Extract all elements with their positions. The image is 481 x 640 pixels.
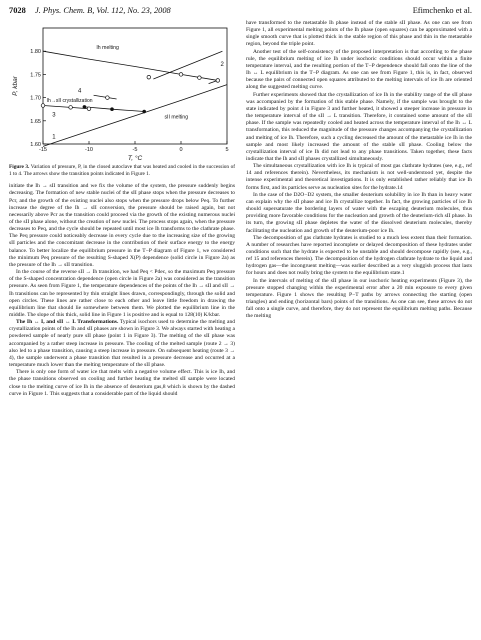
- left-column: [9, 22, 235, 398]
- series-line-6: [94, 95, 117, 99]
- left-paragraph-3: There is only one form of water ice that melts with a negative volume effect. This is ice Ih, and the phase transitions observed on cooling and further heating the melted sII sample were located close to the melting curve of ice Ih in the absence of deuterium gas,8 which is shown by the dashed curve in Figure 1. This suggests that a considerable part of the liquid should: [9, 369, 235, 397]
- y-tick-label: 1.60: [30, 142, 41, 148]
- right-paragraph-4: The simultaneous crystallization with ice Ih is typical of most gas clathrate hydrates (see, e.g., ref 14 and references therein). Nevertheless, its mechanism is not well-understood yet, despite the intense experimental and theoretical investigations. It is only established rather reliably that ice Ih forms first, and its particles serve as nucleation sites for the hydrate.14: [246, 163, 472, 191]
- y-axis-label: P, kbar: [12, 76, 19, 96]
- section-paragraph: [9, 319, 235, 369]
- figure-3-label: Figure 3.: [9, 164, 30, 170]
- filled-data-point: [83, 105, 87, 109]
- right-paragraph-2: Another test of the self-consistency of the proposed interpretation is that according to the phase rule, the equilibrium melting of ice Ih under isochoric conditions should occur within a finite temperature interval, and the resulting portion of the T−P dependence should fall onto the line of the Ih ↔ L equilibrium in the T−P diagram. As one can see from Figure 1, this is, in fact, observed because the pairs of connected open squares attributed to the melting intervals of ice Ih are oriented along the suggested melting curve.: [246, 48, 472, 91]
- section-lead-text: Typical isochors used to determine the melting and crystallization points of the Ih and sII phases are shown in Figure 3. We always started with heating a powdered sample of nearly pure sII phase (point 1 in Figure 3). The melting of the sII phase was accompanied by a rather steep increase in pressure. The cooling of the melted sample (route 2 → 3) also led to a phase transition, causing a steep increase in pressure. On subsequent heating (route 3 → 4), the sample underwent a phase transition that resulted in a pressure decrease and occurred at a temperature much lower than the melting temperature of the sII phase.: [9, 319, 236, 369]
- y-tick-label: 1.65: [30, 118, 41, 125]
- series-line-2: [43, 85, 227, 147]
- left-paragraph-2: In the course of the reverse sII → Ih transition, we had Peq < Pdec, so the maximum Peq pressure of the S-shaped concentration dependence (open circle in Figure 2a) was considered as the transition pressure. As seen from Figure 1, the temperature dependences of the points of the Ih → sII and sII → Ih transitions can be represented by thin straight lines drawn, correspondingly, through the solid and open circles. These lines are rather close to each other and leave little freedom in drawing the equilibrium line that should lie somewhere between them. We plotted the equilibrium line in the middle. The slope of this thick, solid line in Figure 1 is positive and is equal to 128(10) K/kbar.: [9, 269, 235, 318]
- open-data-point: [87, 107, 91, 111]
- annotation-crystallization: Ih→sII crystallization: [46, 97, 93, 104]
- running-header: [9, 6, 472, 18]
- page-number: 7028: [9, 6, 26, 15]
- x-tick-label: 0: [179, 147, 183, 153]
- series-line-7: [153, 51, 222, 79]
- annotation-point-2: 2: [220, 62, 224, 69]
- series-line-3: [43, 105, 89, 108]
- plot-frame: [43, 28, 227, 144]
- section-heading: The Ih ↔ I, and sII ↔ I. Transformations.: [16, 319, 119, 326]
- annotation-point-1: 1: [52, 134, 56, 141]
- figure-3-chart: [9, 22, 235, 162]
- annotation-sii-melting: sII melting: [164, 114, 189, 121]
- author-line: Efimchenko et al.: [412, 6, 472, 15]
- annotation-point-4: 4: [77, 88, 82, 95]
- figure-3: [9, 22, 235, 162]
- annotation-ih-melting: Ih melting: [96, 44, 119, 51]
- open-data-point: [216, 79, 220, 83]
- annotation-point-3: 3: [52, 112, 56, 119]
- figure-3-caption-text: Variation of pressure, P, in the closed autoclave that was heated and cooled in the succession of 1 to 4. The arrows show the transition points indicated in Figure 1.: [9, 164, 235, 177]
- open-data-point: [198, 76, 202, 80]
- open-data-point: [41, 104, 45, 108]
- y-tick-label: 1.70: [30, 95, 41, 102]
- right-column: [246, 20, 472, 321]
- open-data-point: [69, 106, 73, 110]
- figure-3-caption: [9, 164, 235, 177]
- x-tick-label: -10: [85, 147, 93, 153]
- x-tick-label: -15: [39, 147, 47, 153]
- open-data-point: [106, 96, 110, 100]
- right-paragraph-3: Further experiments showed that the crystallization of ice Ih in the stability range of the sII phase was accompanied by the formation of this stable phase. Namely, if the sample was brought to the state indicated by point 4 in Figure 3 and further heated, it showed a steeper increase in pressure in the temperature interval of the sII → L transition. Therefore, it contained some amount of the sII phase. If the sample was repeatedly cooled and heated across the temperature interval of the Ih ↔ L transformation, this reduced the magnitude of the pressure changes accompanying the crystallization and melting of ice Ih. Therefore, such a cycling decreased the amount of the metastable ice Ih in the sample and most likely increased the amount of the stable sII phase. Cooling below the crystallization interval of ice Ih did not lead to any phase transitions. Taken together, these facts indicate that the Ih and sII phases crystallized simultaneously.: [246, 91, 472, 162]
- right-paragraph-1: have transformed to the metastable Ih phase instead of the stable sII phase. As one can see from Figure 1, all experimental melting points of the Ih phase (open squares) can be approximated with a single smooth curve that is plotted thick in the stable region of this phase and thin in the metastable region, beyond the triple point.: [246, 20, 472, 48]
- journal-citation: J. Phys. Chem. B, Vol. 112, No. 23, 2008: [35, 6, 171, 15]
- y-tick-label: 1.80: [30, 49, 41, 56]
- series-line-4: [84, 107, 144, 112]
- open-data-point: [147, 75, 151, 79]
- y-tick-label: 1.75: [30, 72, 41, 79]
- series-line-1: [43, 51, 218, 80]
- filled-data-point: [110, 107, 114, 111]
- x-tick-label: -5: [132, 147, 138, 153]
- right-paragraph-7: In the intervals of melting of the sII phase in our isochoric heating experiments (Figure 3), the pressure stopped changing within the experimental error after a 20 min exposure to every given temperature. Figure 1 shows the resulting P−T paths by arrows connecting the starting (open triangles) and ending (horizontal bars) points of the transitions. As one can see, these arrows do not fall onto a single curve, and therefore, they do not represent the equilibrium melting paths. Because the melting: [246, 277, 472, 320]
- x-axis-label: T, °C: [127, 155, 143, 162]
- filled-data-point: [142, 110, 146, 114]
- left-paragraph-1: initiate the Ih → sII transition and we fix the volume of the system, the pressure suddenly begins decreasing. The formation of new stable nuclei of the sII phase stops when the pressure decreases to Pcr, and the growth of the existing nuclei also stops when the pressure drops below Peq. To further increase the degree of the Ih → sII conversion, the pressure should be raised again, but not necessarily above Pcr as the transition could proceed via the growth of the existing numerous nuclei of the sII phase alone, without the creation of new nuclei. The process stops again, when the pressure decreases to Peq, and the cycle should be repeated until most ice Ih transforms to the clathrate phase. The Peq pressure could noticeably decrease in every cycle due to the increasing size of the growing sII particles and the concomitant decrease in the contribution of their surface energy to the energy balance. To better localize the equilibrium pressure in the T−P diagram of Figure 1, we considered the minimum Peq pressure of the resulting S-shaped X(P) dependence (solid circle in Figure 2a) as the pressure of the Ih → sII transition.: [9, 183, 235, 268]
- x-tick-label: 5: [225, 147, 229, 153]
- right-paragraph-5: In the case of the D2O−D2 system, the smaller deuterium solubility in ice Ih than in heavy water can explain why the sII phase and ice Ih crystallize together. In fact, the growing particles of ice Ih should supersaturate the bordering layers of water with the escaping deuterium molecules, thus providing more favorable conditions for the nucleation and growth of the deuterium-rich sII phase. In its turn, the growing sII phase depletes the water of the dissolved deuterium molecules, thereby facilitating the nucleation and growth of the deuterium-poor ice Ih.: [246, 191, 472, 234]
- right-paragraph-6: The decomposition of gas clathrate hydrates is studied to a much less extent than their formation. A number of researches have reported incomplete or delayed decomposition of these hydrates under conditions such that the hydrate is expected to be unstable and should decompose rapidly (see, e.g., ref 15 and references therein). The decomposition of the hydrogen clathrate hydrate to the liquid and hydrogen gas—the incongruent melting—was earlier described as a very sluggish process that lasts for hours and does not really bring the system to the equilibrium state.1: [246, 234, 472, 277]
- open-data-point: [179, 73, 183, 77]
